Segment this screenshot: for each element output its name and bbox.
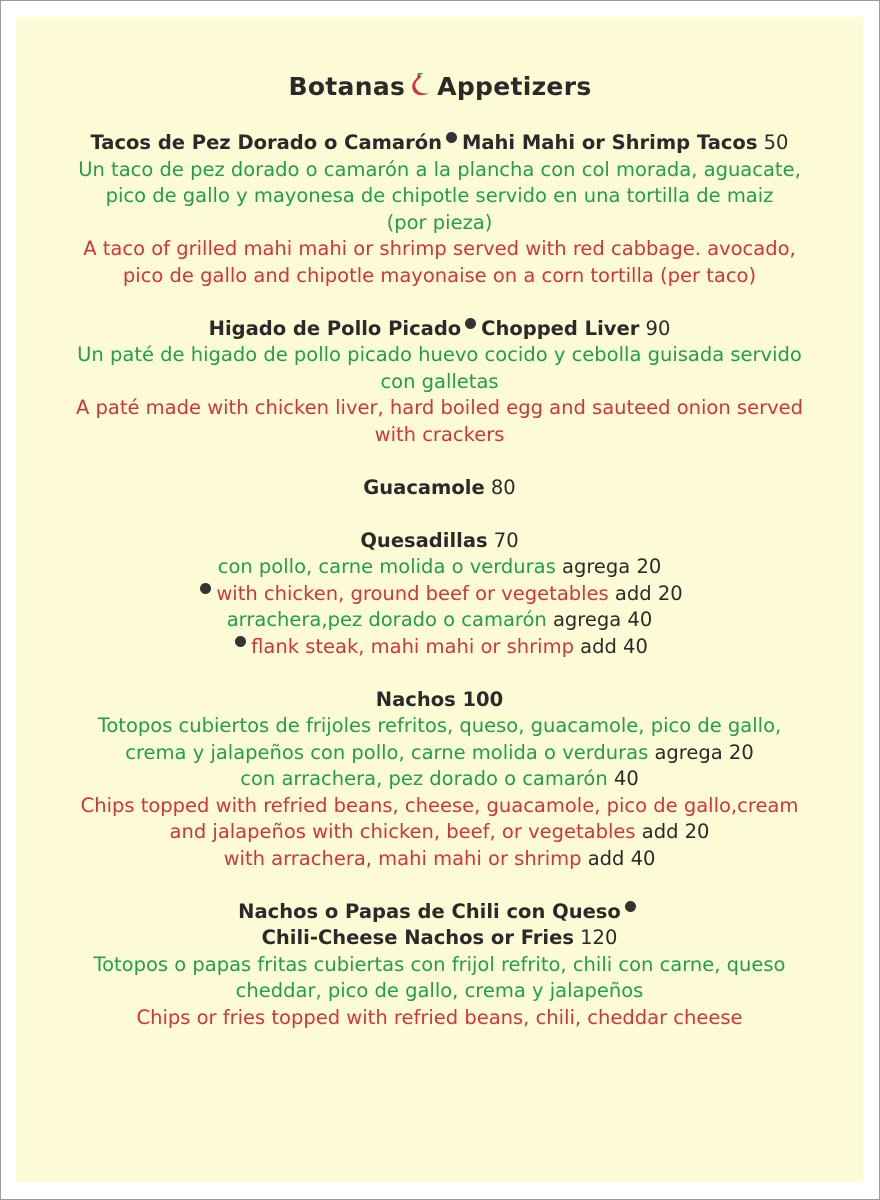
menu-item-tacos	[16, 130, 863, 289]
item-name-en: Mahi Mahi or Shrimp Tacos	[461, 131, 758, 154]
bullet-icon	[446, 132, 457, 143]
item-price: 90	[645, 316, 671, 340]
desc-es-line: con galletas	[380, 369, 499, 393]
option-en: flank steak, mahi mahi or shrimp	[251, 634, 574, 658]
option-add-price: add 20	[641, 820, 710, 843]
desc-en-line: with arrachera, mahi mahi or shrimp	[223, 846, 582, 870]
item-name: Quesadillas	[360, 528, 488, 552]
bullet-icon	[465, 318, 476, 329]
menu-item-quesadillas	[16, 528, 863, 661]
option-add-price: agrega 20	[562, 555, 662, 578]
option-add-price: add 20	[614, 581, 683, 605]
desc-es-line: Un taco de pez dorado o camarón a la plancha con col morada, aguacate,	[78, 157, 801, 181]
item-price: 70	[493, 528, 519, 552]
menu-item-chili-cheese	[16, 899, 863, 1032]
desc-en-line: pico de gallo and chipotle mayonaise on a corn tortilla (per taco)	[122, 263, 757, 287]
section-title	[0, 72, 880, 103]
option-es: con pollo, carne molida o verduras	[217, 555, 556, 578]
option-add-price: add 40	[587, 846, 656, 870]
desc-es-line: Totopos cubiertos de frijoles refritos, queso, guacamole, pico de gallo,	[97, 714, 782, 737]
desc-es-line: Totopos o papas fritas cubiertas con frijol refrito, chili con carne, queso	[93, 952, 786, 976]
item-name: Guacamole	[363, 475, 485, 499]
desc-en-line: with crackers	[374, 422, 505, 446]
title-english: Appetizers	[437, 72, 592, 101]
title-spanish: Botanas	[288, 72, 406, 101]
chili-pepper-icon	[409, 73, 431, 103]
desc-en-line: and jalapeños with chicken, beef, or vegetables	[169, 820, 636, 843]
item-name-es: Nachos o Papas de Chili con Queso	[238, 899, 621, 923]
desc-en-line: Chips or fries topped with refried beans, chili, cheddar cheese	[136, 1005, 743, 1029]
option-add-price: agrega 20	[654, 740, 754, 764]
item-name-en: Chili-Cheese Nachos or Fries	[261, 926, 574, 949]
desc-es-line: pico de gallo y mayonesa de chipotle servido en una tortilla de maiz	[105, 184, 774, 207]
item-name: Nachos 100	[375, 687, 504, 711]
bullet-icon	[235, 636, 246, 647]
option-add-price: 40	[613, 767, 639, 790]
desc-es-line: (por pieza)	[386, 210, 493, 234]
item-name-en: Chopped Liver	[481, 316, 640, 340]
bullet-icon	[200, 583, 211, 594]
bullet-icon	[625, 901, 636, 912]
option-en: with chicken, ground beef or vegetables	[216, 581, 609, 605]
item-price: 80	[490, 475, 516, 499]
option-es: arrachera,pez dorado o camarón	[226, 608, 547, 631]
menu-item-nachos	[16, 687, 863, 873]
item-price: 120	[580, 926, 618, 949]
item-name-es: Higado de Pollo Picado	[208, 316, 462, 340]
menu-item-guacamole	[16, 475, 863, 502]
desc-es-line: crema y jalapeños con pollo, carne molida o verduras	[125, 740, 649, 764]
menu-item-liver	[16, 316, 863, 449]
desc-es-line: cheddar, pico de gallo, crema y jalapeños	[235, 979, 644, 1002]
desc-en-line: A taco of grilled mahi mahi or shrimp served with red cabbage. avocado,	[83, 237, 796, 260]
option-add-price: agrega 40	[552, 608, 653, 631]
desc-en-line: Chips topped with refried beans, cheese, guacamole, pico de gallo,cream	[80, 793, 799, 817]
desc-es-line: con arrachera, pez dorado o camarón	[240, 767, 608, 790]
desc-en-line: A paté made with chicken liver, hard boiled egg and sauteed onion served	[75, 396, 804, 419]
item-name-es: Tacos de Pez Dorado o Camarón	[90, 131, 442, 154]
menu-content	[16, 130, 863, 1058]
item-price: 50	[763, 131, 789, 154]
option-add-price: add 40	[580, 634, 648, 658]
desc-es-line: Un paté de higado de pollo picado huevo cocido y cebolla guisada servido	[77, 343, 802, 366]
